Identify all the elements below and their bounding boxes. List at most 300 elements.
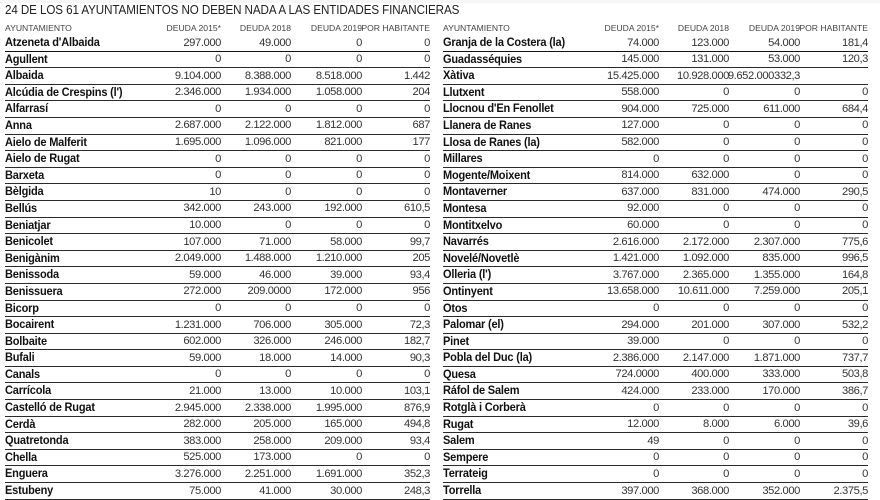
header-deuda-2015: DEUDA 2015* <box>166 23 221 33</box>
debt-2015: 75.000 <box>189 484 221 497</box>
debt-per-capita: 876,9 <box>404 401 430 414</box>
debt-2015: 59.000 <box>189 268 221 281</box>
debt-2018: 400.000 <box>691 368 729 381</box>
municipality-name: Atzeneta d'Albaida <box>5 36 100 49</box>
debt-2015: 49 <box>647 434 659 447</box>
municipality-name: Rugat <box>443 417 474 431</box>
debt-2018: 0 <box>723 467 729 480</box>
municipality-name: Montaverner <box>443 185 508 199</box>
debt-per-capita: 0 <box>424 152 430 165</box>
municipality-name: Estubeny <box>5 484 54 498</box>
debt-2015: 294.000 <box>621 318 659 331</box>
table-row <box>5 483 430 500</box>
municipality-name: Benissoda <box>5 268 60 282</box>
table-row <box>5 317 430 334</box>
table-body <box>5 35 430 500</box>
debt-2015: 74.000 <box>627 36 659 49</box>
debt-per-capita: 177 <box>412 136 430 149</box>
debt-2018: 258.000 <box>253 434 291 447</box>
municipality-name: Aielo de Rugat <box>5 152 80 166</box>
debt-2018: 0 <box>723 451 729 464</box>
debt-2018: 0 <box>723 86 729 99</box>
debt-2019: 352.000 <box>762 484 800 497</box>
table-row <box>5 267 430 284</box>
debt-per-capita: 72,3 <box>409 318 430 331</box>
debt-per-capita: 205,1 <box>842 285 868 298</box>
debt-2018: 201.000 <box>691 318 729 331</box>
municipality-name: Llutxent <box>443 85 485 99</box>
debt-2019: 0 <box>794 451 800 464</box>
debt-per-capita: 120,3 <box>842 53 868 66</box>
debt-2018: 0 <box>723 152 729 165</box>
debt-2015: 0 <box>653 152 659 165</box>
table-row <box>5 201 430 218</box>
table-row <box>443 483 868 500</box>
debt-2018: 0 <box>285 152 291 165</box>
debt-2018: 209.0000 <box>247 285 291 298</box>
municipality-name: Xàtiva <box>443 69 475 83</box>
debt-2019: 1.058.000 <box>315 86 362 99</box>
municipality-name: Otos <box>443 301 468 315</box>
table-row <box>5 118 430 135</box>
debt-2019: 246.000 <box>324 335 362 348</box>
debt-2018: 18.000 <box>259 351 291 364</box>
debt-2018: 2.338.000 <box>244 401 291 414</box>
debt-2019: 0 <box>794 136 800 149</box>
debt-per-capita: 0 <box>424 302 430 314</box>
municipality-name: Chella <box>5 450 37 464</box>
debt-2015: 2.616.000 <box>612 235 659 248</box>
municipality-name: Salem <box>443 434 475 448</box>
table-row <box>443 35 868 52</box>
municipality-name: Canals <box>5 367 40 381</box>
debt-2019: 1.995.000 <box>315 401 362 414</box>
debt-2018: 205.000 <box>253 418 291 431</box>
debt-2015: 10.000 <box>189 219 221 232</box>
debt-2018: 0 <box>723 335 729 348</box>
debt-per-capita: 775,6 <box>842 235 868 248</box>
table-row <box>443 168 868 185</box>
municipality-name: Guadasséquies <box>443 52 522 66</box>
table-row <box>5 218 430 235</box>
debt-per-capita: 0 <box>862 467 868 480</box>
table-row <box>443 267 868 284</box>
debt-2018: 0 <box>723 119 729 132</box>
municipality-name: Llocnou d'En Fenollet <box>443 102 554 116</box>
debt-2019: 9.652.000332,3 <box>727 69 800 82</box>
debt-2015: 2.386.000 <box>612 351 659 364</box>
debt-2018: 8.000 <box>703 418 729 431</box>
debt-2019: 2.307.000 <box>753 235 800 248</box>
municipality-name: Pobla del Duc (la) <box>443 351 533 365</box>
debt-per-capita: 0 <box>862 152 868 165</box>
municipality-name: Montesa <box>443 201 487 215</box>
debt-per-capita: 290,5 <box>842 185 868 198</box>
table-row <box>443 383 868 400</box>
debt-2019: 209.000 <box>324 434 362 447</box>
debt-2019: 0 <box>356 302 362 314</box>
debt-2018: 1.096.000 <box>244 136 291 149</box>
debt-per-capita: 248,3 <box>404 484 430 497</box>
table-row <box>5 168 430 185</box>
debt-per-capita: 205 <box>412 252 430 265</box>
municipality-name: Llosa de Ranes (la) <box>443 135 540 149</box>
table-row <box>443 218 868 235</box>
header-deuda-2019: DEUDA 2019 <box>748 23 800 33</box>
debt-2019: 474.000 <box>762 185 800 198</box>
debt-2019: 0 <box>356 368 362 381</box>
debt-per-capita: 0 <box>862 169 868 182</box>
table-row <box>443 184 868 201</box>
table-row <box>5 433 430 450</box>
debt-2015: 145.000 <box>621 53 659 66</box>
debt-per-capita: 0 <box>862 451 868 464</box>
debt-2018: 831.000 <box>691 185 729 198</box>
debt-per-capita: 0 <box>862 335 868 348</box>
debt-2018: 233.000 <box>691 384 729 397</box>
debt-2018: 368.000 <box>691 484 729 497</box>
table-row <box>5 251 430 268</box>
debt-2019: 6.000 <box>774 418 800 431</box>
debt-2015: 297.000 <box>183 36 221 49</box>
debt-table-left <box>5 21 430 500</box>
debt-2019: 0 <box>794 169 800 182</box>
municipality-name: Alcúdia de Crespins (l') <box>5 85 123 99</box>
table-row <box>443 201 868 218</box>
table-row <box>443 350 868 367</box>
municipality-name: Benissuera <box>5 284 63 298</box>
municipality-name: Granja de la Costera (la) <box>443 36 565 49</box>
header-por-habitante: POR HABITANTE <box>799 23 868 33</box>
table-row <box>5 234 430 251</box>
debt-2018: 1.934.000 <box>244 86 291 99</box>
municipality-name: Ráfol de Salem <box>443 384 520 398</box>
debt-per-capita: 956 <box>412 285 430 298</box>
debt-2018: 1.092.000 <box>682 252 729 265</box>
debt-per-capita: 386,7 <box>842 384 868 397</box>
debt-2018: 0 <box>723 202 729 215</box>
debt-2019: 0 <box>356 152 362 165</box>
debt-per-capita: 164,8 <box>842 268 868 281</box>
debt-per-capita: 204 <box>412 86 430 99</box>
debt-2019: 0 <box>794 152 800 165</box>
municipality-name: Palomar (el) <box>443 318 504 332</box>
municipality-name: Benicolet <box>5 235 53 249</box>
header-deuda-2015: DEUDA 2015* <box>604 23 659 33</box>
debt-2018: 2.251.000 <box>244 467 291 480</box>
debt-per-capita: 90,3 <box>409 351 430 364</box>
debt-2015: 127.000 <box>621 119 659 132</box>
debt-2015: 558.000 <box>621 86 659 99</box>
debt-per-capita: 0 <box>862 202 868 215</box>
table-row <box>443 400 868 417</box>
debt-per-capita: 687 <box>412 119 430 132</box>
debt-per-capita: 181,4 <box>842 36 868 49</box>
debt-per-capita: 103,1 <box>404 384 430 397</box>
debt-2015: 3.276.000 <box>174 467 221 480</box>
debt-2019: 0 <box>356 169 362 182</box>
debt-per-capita: 99,7 <box>409 235 430 248</box>
debt-2015: 0 <box>653 302 659 314</box>
municipality-name: Millares <box>443 152 483 166</box>
debt-2018: 0 <box>723 219 729 232</box>
table-row <box>443 135 868 152</box>
debt-2018: 725.000 <box>691 102 729 115</box>
table-row <box>5 334 430 351</box>
table-row <box>443 284 868 301</box>
debt-2015: 10 <box>209 185 221 198</box>
table-row <box>443 68 868 85</box>
debt-2019: 0 <box>356 102 362 115</box>
municipality-name: Beniatjar <box>5 218 51 232</box>
municipality-name: Carrícola <box>5 384 52 398</box>
debt-2019: 0 <box>356 53 362 66</box>
table-row <box>5 350 430 367</box>
debt-2019: 0 <box>794 219 800 232</box>
debt-2015: 814.000 <box>621 169 659 182</box>
debt-2015: 9.104.000 <box>174 69 221 82</box>
table-row <box>443 85 868 102</box>
debt-2019: 0 <box>356 451 362 464</box>
debt-2019: 611.000 <box>763 102 800 115</box>
table-row <box>5 35 430 52</box>
municipality-name: Ontinyent <box>443 284 493 298</box>
municipality-name: Cerdà <box>5 417 36 431</box>
header-ayuntamiento: AYUNTAMIENTO <box>443 23 510 33</box>
debt-2015: 0 <box>653 467 659 480</box>
header-deuda-2018: DEUDA 2018 <box>677 23 729 33</box>
table-row <box>5 184 430 201</box>
debt-2015: 13.658.000 <box>607 285 659 298</box>
municipality-name: Pinet <box>443 334 469 348</box>
debt-2015: 342.000 <box>183 202 221 215</box>
debt-2018: 0 <box>285 219 291 232</box>
debt-2018: 8.388.000 <box>244 69 291 82</box>
debt-2015: 1.231.000 <box>174 318 221 331</box>
debt-2015: 282.000 <box>183 418 221 431</box>
debt-2015: 2.687.000 <box>174 119 221 132</box>
debt-per-capita: 0 <box>424 102 430 115</box>
table-row <box>443 151 868 168</box>
debt-2019: 0 <box>356 219 362 232</box>
municipality-name: Benigànim <box>5 251 60 265</box>
table-row <box>5 68 430 85</box>
debt-2015: 383.000 <box>183 434 221 447</box>
debt-per-capita: 684,4 <box>842 102 868 115</box>
debt-2015: 0 <box>215 169 221 182</box>
debt-2018: 0 <box>285 368 291 381</box>
debt-2015: 0 <box>215 368 221 381</box>
debt-per-capita: 0 <box>862 434 868 447</box>
debt-2015: 3.767.000 <box>612 268 659 281</box>
debt-2015: 602.000 <box>183 335 221 348</box>
debt-2018: 49.000 <box>259 36 291 49</box>
debt-per-capita: 0 <box>424 368 430 381</box>
debt-2018: 10.928.000 <box>677 69 729 82</box>
debt-per-capita: 0 <box>862 401 868 414</box>
debt-2019: 10.000 <box>330 384 362 397</box>
debt-2015: 12.000 <box>627 418 659 431</box>
debt-2018: 0 <box>285 102 291 115</box>
debt-2015: 0 <box>215 102 221 115</box>
table-row <box>5 383 430 400</box>
debt-2015: 424.000 <box>621 384 659 397</box>
debt-2015: 1.421.000 <box>612 252 659 265</box>
debt-2018: 0 <box>285 302 291 314</box>
debt-2019: 30.000 <box>330 484 362 497</box>
debt-2019: 1.210.000 <box>315 252 362 265</box>
municipality-name: Agullent <box>5 52 48 66</box>
table-row <box>443 101 868 118</box>
debt-per-capita: 0 <box>424 169 430 182</box>
debt-2018: 0 <box>723 136 729 149</box>
municipality-name: Quesa <box>443 367 476 381</box>
debt-per-capita: 93,4 <box>409 268 430 281</box>
debt-2015: 397.000 <box>621 484 659 497</box>
debt-per-capita: 2.375,5 <box>833 484 868 497</box>
debt-per-capita: 494,8 <box>404 418 430 431</box>
table-row <box>443 450 868 467</box>
table-body <box>443 35 868 500</box>
debt-2019: 0 <box>356 185 362 198</box>
municipality-name: Rotglà i Corberà <box>443 401 526 415</box>
header-ayuntamiento: AYUNTAMIENTO <box>5 23 72 33</box>
table-row <box>443 234 868 251</box>
municipality-name: Alfarrasí <box>5 102 48 116</box>
table-row <box>443 317 868 334</box>
debt-2019: 333.000 <box>762 368 800 381</box>
debt-2019: 39.000 <box>330 268 362 281</box>
municipality-name: Bufali <box>5 351 35 365</box>
table-header <box>5 21 430 35</box>
debt-2019: 172.000 <box>324 285 362 298</box>
table-row <box>5 135 430 152</box>
debt-2019: 0 <box>794 119 800 132</box>
debt-2019: 305.000 <box>324 318 362 331</box>
debt-per-capita: 532,2 <box>842 318 868 331</box>
debt-2018: 41.000 <box>259 484 291 497</box>
debt-2019: 307.000 <box>762 318 800 331</box>
debt-2015: 272.000 <box>183 285 221 298</box>
table-row <box>443 417 868 434</box>
table-row <box>5 52 430 69</box>
debt-per-capita: 0 <box>862 86 868 99</box>
municipality-name: Bellús <box>5 201 37 215</box>
debt-per-capita: 610,5 <box>404 202 430 215</box>
debt-2019: 0 <box>794 467 800 480</box>
debt-table-right <box>443 21 868 500</box>
debt-2018: 46.000 <box>259 268 291 281</box>
debt-2018: 0 <box>723 401 729 414</box>
municipality-name: Bicorp <box>5 301 39 315</box>
municipality-name: Mogente/Moixent <box>443 168 531 182</box>
debt-2015: 0 <box>653 401 659 414</box>
debt-2019: 0 <box>794 434 800 447</box>
table-row <box>5 450 430 467</box>
municipality-name: Anna <box>5 118 32 132</box>
table-row <box>5 301 430 318</box>
municipality-name: Quatretonda <box>5 434 69 448</box>
debt-2018: 0 <box>285 185 291 198</box>
debt-2019: 0 <box>794 202 800 215</box>
debt-2015: 21.000 <box>189 384 221 397</box>
municipality-name: Torrella <box>443 484 482 498</box>
debt-2015: 107.000 <box>183 235 221 248</box>
municipality-name: Terrateig <box>443 467 488 481</box>
debt-per-capita: 0 <box>424 185 430 198</box>
debt-2019: 1.812.000 <box>315 119 362 132</box>
debt-2019: 7.259.000 <box>753 285 800 298</box>
municipality-name: Olleria (l') <box>443 268 492 282</box>
debt-2019: 0 <box>794 335 800 348</box>
debt-per-capita: 0 <box>862 119 868 132</box>
debt-per-capita: 996,5 <box>842 252 868 265</box>
debt-2015: 582.000 <box>621 136 659 149</box>
municipality-name: Enguera <box>5 467 48 481</box>
municipality-name: Sempere <box>443 450 489 464</box>
municipality-name: Bolbaite <box>5 334 47 348</box>
debt-2018: 123.000 <box>691 36 729 49</box>
debt-2019: 58.000 <box>330 235 362 248</box>
table-row <box>443 433 868 450</box>
debt-per-capita: 0 <box>862 136 868 149</box>
table-row <box>5 400 430 417</box>
debt-per-capita: 0 <box>424 219 430 232</box>
debt-2015: 2.346.000 <box>174 86 221 99</box>
debt-2019: 165.000 <box>324 418 362 431</box>
debt-2018: 131.000 <box>691 53 729 66</box>
debt-2019: 821.000 <box>324 136 362 149</box>
table-row <box>5 466 430 483</box>
debt-2018: 173.000 <box>253 451 291 464</box>
debt-per-capita: 737,7 <box>842 351 868 364</box>
debt-2018: 0 <box>723 302 729 314</box>
debt-2019: 54.000 <box>768 36 800 49</box>
debt-2018: 706.000 <box>253 318 291 331</box>
debt-per-capita: 503,8 <box>842 368 868 381</box>
header-deuda-2019: DEUDA 2019 <box>310 23 362 33</box>
table-row <box>443 367 868 384</box>
debt-2018: 0 <box>285 169 291 182</box>
debt-2019: 0 <box>356 36 362 49</box>
debt-2018: 1.488.000 <box>244 252 291 265</box>
debt-2019: 0 <box>794 302 800 314</box>
debt-2015: 0 <box>215 152 221 165</box>
debt-2019: 170.000 <box>762 384 800 397</box>
debt-2019: 53.000 <box>768 53 800 66</box>
debt-per-capita: 93,4 <box>409 434 430 447</box>
municipality-name: Barxeta <box>5 168 45 182</box>
municipality-name: Aielo de Malferit <box>5 135 87 149</box>
debt-2018: 71.000 <box>259 235 291 248</box>
municipality-name: Novelé/Novetlè <box>443 251 520 265</box>
municipality-name: Montitxelvo <box>443 218 503 232</box>
debt-2015: 59.000 <box>189 351 221 364</box>
debt-2019: 1.871.000 <box>753 351 800 364</box>
debt-2015: 15.425.000 <box>607 69 659 82</box>
municipality-name: Bèlgida <box>5 185 44 199</box>
header-por-habitante: POR HABITANTE <box>361 23 430 33</box>
table-row <box>443 52 868 69</box>
municipality-name: Castelló de Rugat <box>5 401 95 415</box>
debt-2015: 0 <box>653 451 659 464</box>
debt-2015: 0 <box>215 53 221 66</box>
debt-2015: 39.000 <box>627 335 659 348</box>
debt-2019: 192.000 <box>324 202 362 215</box>
debt-2015: 2.945.000 <box>174 401 221 414</box>
header-deuda-2018: DEUDA 2018 <box>239 23 291 33</box>
debt-2015: 904.000 <box>621 102 659 115</box>
